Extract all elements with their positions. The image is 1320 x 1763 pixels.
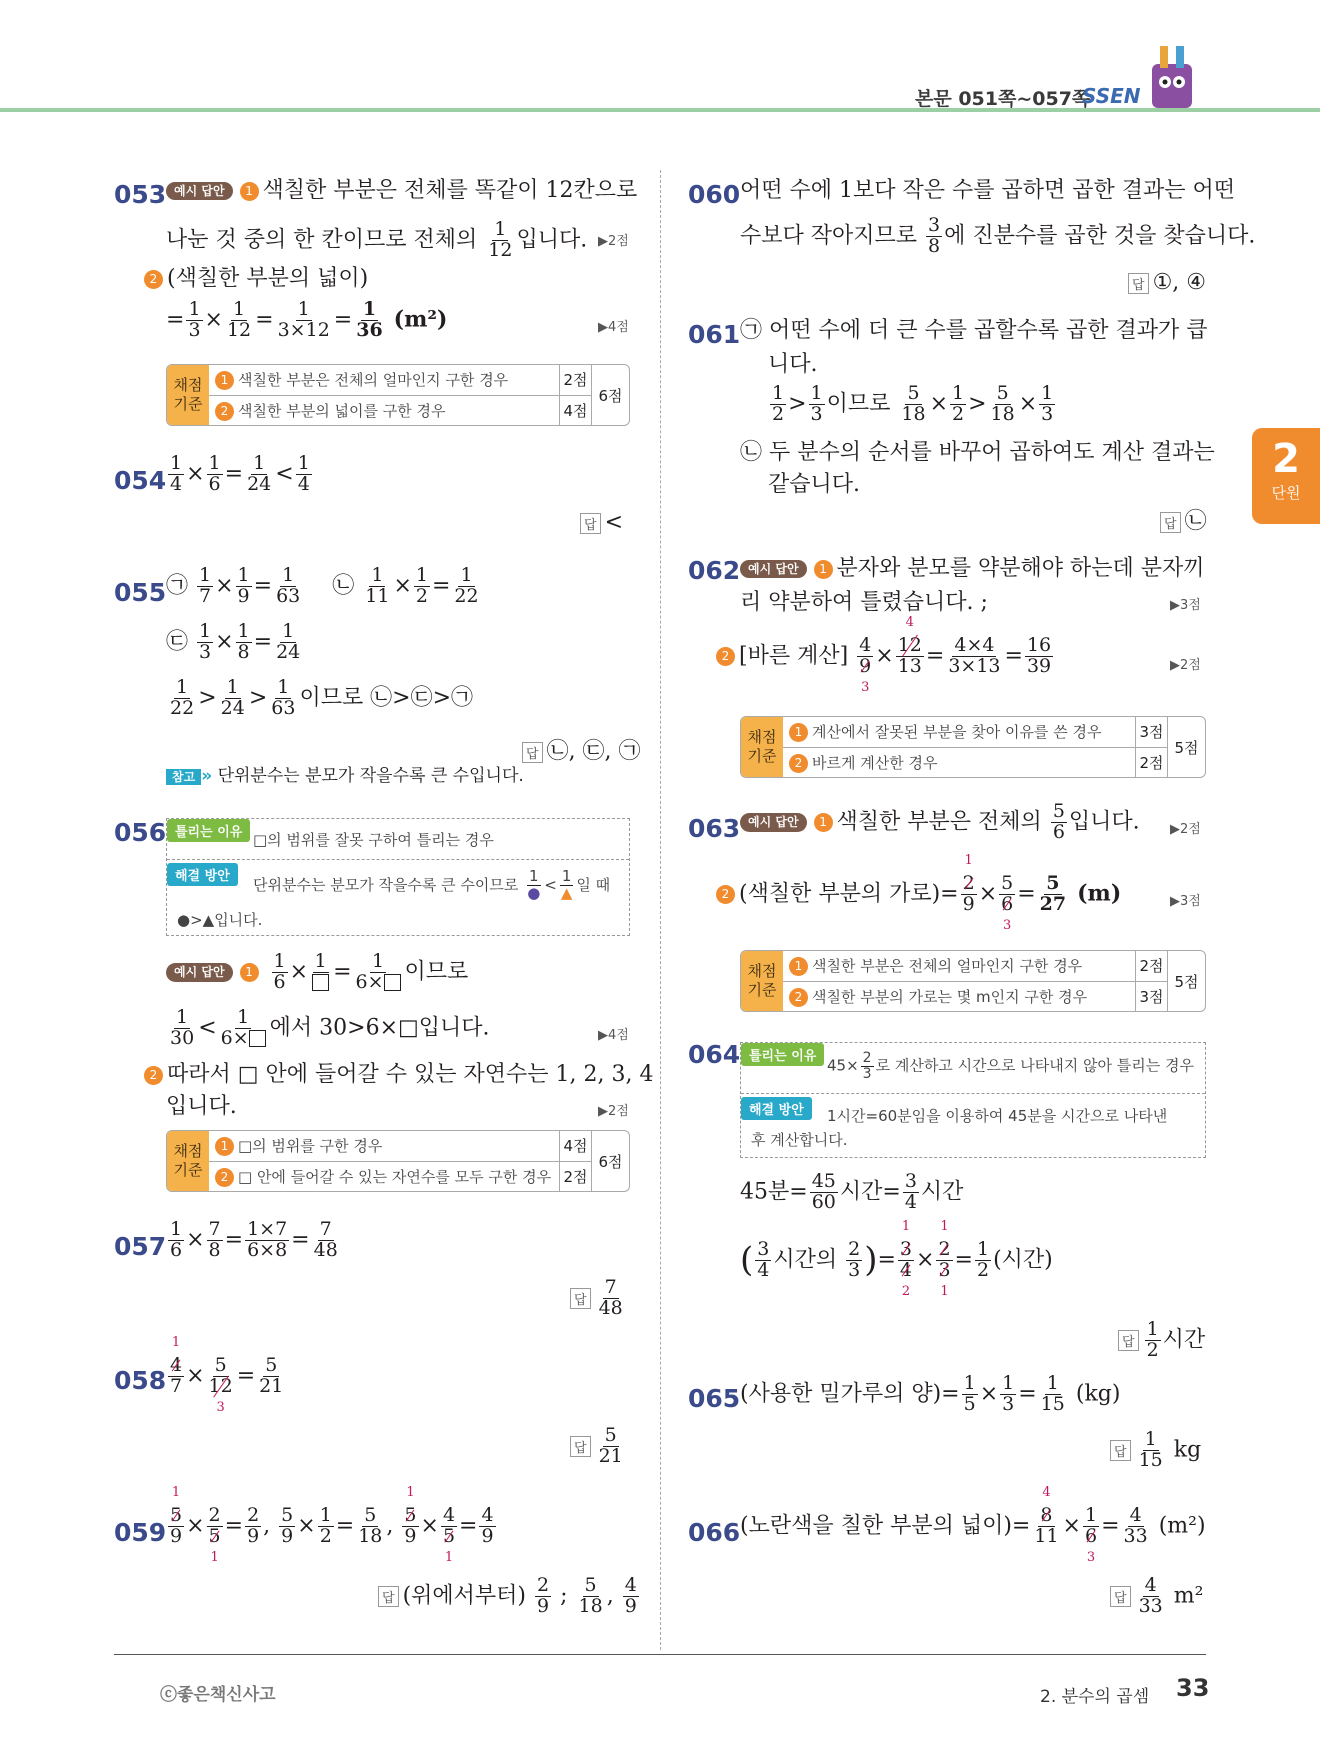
answer: 답 $\frac{1}{2}$ 시간 <box>1118 1320 1205 1361</box>
problem-number: 055 <box>114 578 167 607</box>
text: 색칠한 부분은 전체를 똑같이 12칸으로 <box>262 178 638 203</box>
solution-line: 같습니다. <box>768 472 861 497</box>
equation: (노란색을 칠한 부분의 넓이)= 8 4 11 × 1 6 3 = $\frac{4}{33}$ (m²) <box>740 1485 1206 1566</box>
problem-number: 062 <box>688 556 741 585</box>
footer-publisher: ⓒ좋은책신사고 <box>160 1685 276 1705</box>
equation: 예시 답안 1 $\frac{1}{6}$ × 1 = $\frac{1}{6\times}$ 이므로 <box>166 952 468 993</box>
solution-line: 리 약분하여 틀렸습니다. ; <box>740 590 988 615</box>
solution-line <box>166 220 587 261</box>
equation: ㉠ $\frac{1}{7}$ × $\frac{1}{9}$ = $\frac{1}{63}$ ㉡ $\frac{1}{11}$ × $\frac{1}{2}$ = $\frac{1}{22}$ <box>166 564 479 607</box>
footer-rule <box>114 1654 1206 1655</box>
problem-number: 057 <box>114 1232 167 1261</box>
equation: = $\frac{1}{3}$ × $\frac{1}{12}$ = $\frac{1}{3\times 12}$ = $\frac{1}{36}$ (m²) <box>166 298 448 341</box>
answer: 답 ㉡, ㉢, ㉠ <box>522 734 641 765</box>
footer-chapter: 2. 분수의 곱셈 <box>1040 1687 1150 1707</box>
equation: $\frac{1}{2}$ > $\frac{1}{3}$ 이므로 $\frac{5}{18}$ × $\frac{1}{2}$ > $\frac{5}{18}$ × $\frac{1}{3}$ <box>772 382 1054 425</box>
problem-number: 056 <box>114 818 167 847</box>
problem-number: 060 <box>688 180 741 209</box>
solution-line: ㉡ 두 분수의 순서를 바꾸어 곱하여도 계산 결과는 <box>740 440 1215 465</box>
answer: 답 $\frac{7}{48}$ <box>570 1278 627 1319</box>
answer: 답 (위에서부터) $\frac{2}{9}$ ; $\frac{5}{18}$ , $\frac{4}{9}$ <box>378 1576 641 1617</box>
tip-box: 틀리는 이유 □의 범위를 잘못 구하여 틀리는 경우 해결 방안 단위분수는 분모가 작을수록 큰 수이므로 $\frac{1}{●}$ < $\frac{1}{▲}$ 일 때 ●>▲입니다. <box>166 818 630 936</box>
example-badge: 예시 답안 <box>166 182 233 200</box>
points: ▶2점 <box>1170 658 1201 673</box>
answer: 답 $\frac{5}{21}$ <box>570 1426 627 1467</box>
page-number: 33 <box>1176 1674 1210 1702</box>
tip-box: 틀리는 이유 45× $\frac{2}{3}$ 로 계산하고 시간으로 나타내지 않아 틀리는 경우 해결 방안 1시간=60분임을 이용하여 45분을 시간으로 나타낸 후 계산합니다. <box>740 1042 1206 1158</box>
mascot-icon <box>1148 44 1196 114</box>
text: 나눈 것 중의 한 칸이므로 전체의 <box>166 227 478 253</box>
points: ▶4점 <box>598 1028 629 1043</box>
scoring-criteria: 채점 기준 1 계산에서 잘못된 부분을 찾아 이유를 쓴 경우 3점 2 바르게 계산한 경우 2점 5점 <box>740 716 1206 778</box>
points: ▶3점 <box>1170 894 1201 909</box>
answer: 답 $\frac{4}{33}$ m² <box>1110 1576 1203 1617</box>
fraction: $\frac{1}{12}$ <box>488 218 513 261</box>
points: ▶2점 <box>1170 822 1201 837</box>
answer: 답 ㉡ <box>1160 504 1207 535</box>
header-rule <box>0 108 1320 112</box>
equation: $\frac{1}{4}$ × $\frac{1}{6}$ = $\frac{1}{24}$ < $\frac{1}{4}$ <box>170 452 310 495</box>
chapter-tab-number: 2 <box>1272 436 1300 482</box>
answer: 답 ①, ④ <box>1128 270 1206 295</box>
points: ▶2점 <box>598 1104 629 1119</box>
problem-number: 059 <box>114 1518 167 1547</box>
problem-number: 063 <box>688 814 741 843</box>
solution-line: 2 따라서 □ 안에 들어갈 수 있는 자연수는 1, 2, 3, 4 <box>144 1062 653 1088</box>
problem-number: 064 <box>688 1040 741 1069</box>
scoring-criteria: 채점 기준 1 색칠한 부분은 전체의 얼마인지 구한 경우 2점 2 색칠한 부분의 넓이를 구한 경우 4점 6점 <box>166 364 630 426</box>
equation: (사용한 밀가루의 양)= $\frac{1}{5}$ × $\frac{1}{3}$ = $\frac{1}{15}$ (kg) <box>740 1372 1121 1415</box>
chapter-tab[interactable] <box>1252 428 1320 524</box>
column-divider <box>660 170 661 1650</box>
equation: $\frac{1}{6}$ × $\frac{7}{8}$ = $\frac{1\times 7}{6\times 8}$ = $\frac{7}{48}$ <box>170 1218 338 1261</box>
points: ▶4점 <box>598 320 629 335</box>
chapter-tab-label: 단원 <box>1271 484 1301 502</box>
equation: $\frac{1}{30}$ < $\frac{1}{6\times}$ 에서 30>6×□입니다. <box>170 1006 490 1049</box>
solution-line: 어떤 수에 1보다 작은 수를 곱하면 곱한 결과는 어떤 <box>740 178 1235 203</box>
solution-line: 예시 답안 1 분자와 분모를 약분해야 하는데 분자끼 <box>740 556 1205 582</box>
points: ▶3점 <box>1170 598 1201 613</box>
equation: 5 1 9 × 2 5 1 = $\frac{2}{9}$ , $\frac{5}{9}$ × $\frac{1}{2}$ = $\frac{5}{18}$ , 5 1 9 × 4 5 1 = $\frac{4}{9}$ <box>170 1485 494 1566</box>
solution-line <box>166 178 637 204</box>
equation: 2 [바른 계산] 4 9 3 × 12 4 13 = $\frac{4\times 4}{3\times 13}$ = $\frac{16}{39}$ <box>716 636 1055 677</box>
problem-number: 053 <box>114 180 167 209</box>
unit: (m²) <box>393 306 448 333</box>
header-range: 본문 051쪽~057쪽 <box>915 88 1091 110</box>
equation: ㉢ $\frac{1}{3}$ × $\frac{1}{8}$ = $\frac{1}{24}$ <box>166 620 301 663</box>
solution-line <box>144 266 368 292</box>
step-2-icon: 2 <box>144 270 163 289</box>
problem-number: 066 <box>688 1518 741 1547</box>
problem-number: 054 <box>114 466 167 495</box>
scoring-criteria: 채점 기준 1 색칠한 부분은 전체의 얼마인지 구한 경우 2점 2 색칠한 부분의 가로는 몇 m인지 구한 경우 3점 5점 <box>740 950 1206 1012</box>
problem-number: 065 <box>688 1384 741 1413</box>
solution-line: ㉠ 어떤 수에 더 큰 수를 곱할수록 곱한 결과가 큽 <box>740 318 1208 343</box>
reference-note: 참고 » 단위분수는 분모가 작을수록 큰 수입니다. <box>166 766 524 786</box>
solution-line: 니다. <box>768 352 818 377</box>
equation: ( $\frac{3}{4}$ 시간의 $\frac{2}{3}$ )= 3 1 4 2 × 2 1 3 1 = $\frac{1}{2}$ (시간) <box>740 1219 1053 1300</box>
scoring-criteria: 채점 기준 1 □의 범위를 구한 경우 4점 2 □ 안에 들어갈 수 있는 자연수를 모두 구한 경우 2점 6점 <box>166 1130 630 1192</box>
equation: 4 1 7 × 5 12 3 = $\frac{5}{21}$ <box>170 1335 284 1416</box>
answer: 답 $\frac{1}{15}$ kg <box>1110 1430 1201 1471</box>
text: (색칠한 부분의 넓이) <box>167 266 369 291</box>
equation: $\frac{1}{22}$ > $\frac{1}{24}$ > $\frac{1}{63}$ 이므로 ㉡>㉢>㉠ <box>170 676 474 719</box>
solution-line: 입니다. <box>166 1094 237 1119</box>
points: ▶2점 <box>598 234 629 249</box>
step-1-icon: 1 <box>240 182 259 201</box>
equation: 45분= $\frac{45}{60}$ 시간= $\frac{3}{4}$ 시간 <box>740 1170 964 1213</box>
text: 입니다. <box>516 227 588 253</box>
equation: 2 (색칠한 부분의 가로)= 2 1 9 × 5 6 3 = $\frac{5}{27}$ (m) <box>716 874 1121 915</box>
problem-number: 058 <box>114 1366 167 1395</box>
solution-line: 예시 답안 1 색칠한 부분은 전체의 $\frac{5}{6}$ 입니다. <box>740 802 1140 843</box>
header-brand: SSEN <box>1082 84 1141 108</box>
solution-line: 수보다 작아지므로 $\frac{3}{8}$ 에 진분수를 곱한 것을 찾습니다. <box>740 214 1256 257</box>
problem-number: 061 <box>688 320 741 349</box>
answer: 답 < <box>580 510 623 535</box>
